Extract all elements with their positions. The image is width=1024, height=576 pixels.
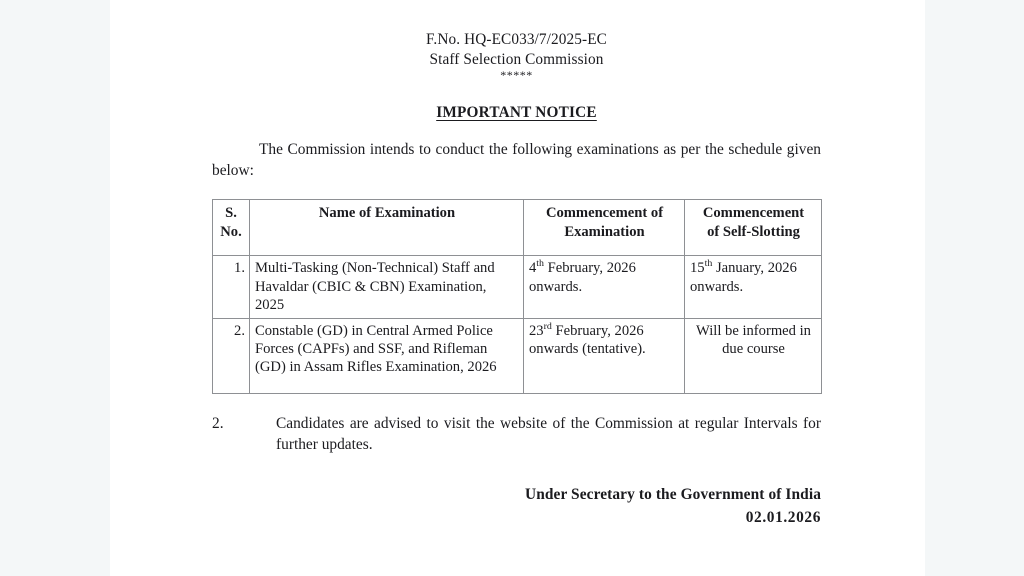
row-examination-name: Constable (GD) in Central Armed Police Forces (CAPFs) and SSF, and Rifleman (GD) in Assam Rifles Examination, 2026 bbox=[250, 318, 524, 393]
slot-date-day: 15 bbox=[690, 260, 705, 277]
row-commencement-of-self-slotting: Will be informed in due course bbox=[685, 318, 822, 393]
row-commencement-of-examination bbox=[524, 318, 685, 393]
commencement-slot-line-1: Commencement bbox=[702, 205, 805, 222]
closing-paragraph-text: Candidates are advised to visit the website of the Commission at regular Intervals for further updates. bbox=[276, 414, 821, 453]
commencement-slot-line-2: of Self-Slotting bbox=[707, 223, 800, 240]
slot-date-ordinal: th bbox=[704, 258, 713, 270]
column-header-serial-number bbox=[213, 200, 250, 256]
exam-date-day: 4 bbox=[529, 260, 537, 277]
signature-block bbox=[212, 483, 821, 529]
signature-date: 02.01.2026 bbox=[745, 508, 821, 526]
intro-paragraph: The Commission intends to conduct the following examinations as per the schedule given below: bbox=[212, 141, 821, 180]
table-header-row bbox=[213, 200, 822, 256]
document-content bbox=[212, 30, 821, 529]
notice-title: IMPORTANT NOTICE bbox=[436, 104, 597, 122]
examination-schedule-table bbox=[212, 199, 822, 393]
exam-date-ordinal: th bbox=[536, 258, 545, 270]
slot-date-rest: January, 2026 onwards. bbox=[690, 260, 797, 295]
header-separator: ***** bbox=[500, 68, 533, 83]
commencement-exam-line-2: Examination bbox=[564, 223, 645, 240]
column-header-commencement-of-examination bbox=[524, 200, 685, 256]
table-body bbox=[213, 256, 822, 393]
exam-date-ordinal: rd bbox=[543, 320, 552, 332]
table-header bbox=[213, 200, 822, 256]
row-examination-name: Multi-Tasking (Non-Technical) Staff and Havaldar (CBIC & CBN) Examination, 2025 bbox=[250, 256, 524, 318]
serial-header-line-1: S. bbox=[225, 205, 237, 222]
row-serial-number: 2. bbox=[213, 318, 250, 393]
row-commencement-of-self-slotting bbox=[685, 256, 822, 318]
table-row bbox=[213, 318, 822, 393]
column-header-commencement-of-self-slotting bbox=[685, 200, 822, 256]
commencement-exam-line-1: Commencement of bbox=[545, 205, 664, 222]
column-header-name-of-examination: Name of Examination bbox=[250, 200, 524, 256]
serial-header-line-2: No. bbox=[220, 223, 242, 240]
exam-date-rest: February, 2026 onwards. bbox=[529, 260, 636, 295]
file-number: F.No. HQ-EC033/7/2025-EC bbox=[426, 31, 607, 48]
exam-date-rest: February, 2026 onwards (tentative). bbox=[529, 322, 646, 357]
row-serial-number: 1. bbox=[213, 256, 250, 318]
exam-date-day: 23 bbox=[529, 322, 544, 339]
document-header bbox=[212, 30, 821, 84]
document-page bbox=[110, 0, 925, 576]
closing-paragraph-number: 2. bbox=[212, 414, 224, 432]
signature-designation: Under Secretary to the Government of India bbox=[524, 485, 821, 503]
row-commencement-of-examination bbox=[524, 256, 685, 318]
table-row bbox=[213, 256, 822, 318]
closing-paragraph bbox=[212, 413, 821, 455]
organisation-name: Staff Selection Commission bbox=[429, 51, 604, 69]
